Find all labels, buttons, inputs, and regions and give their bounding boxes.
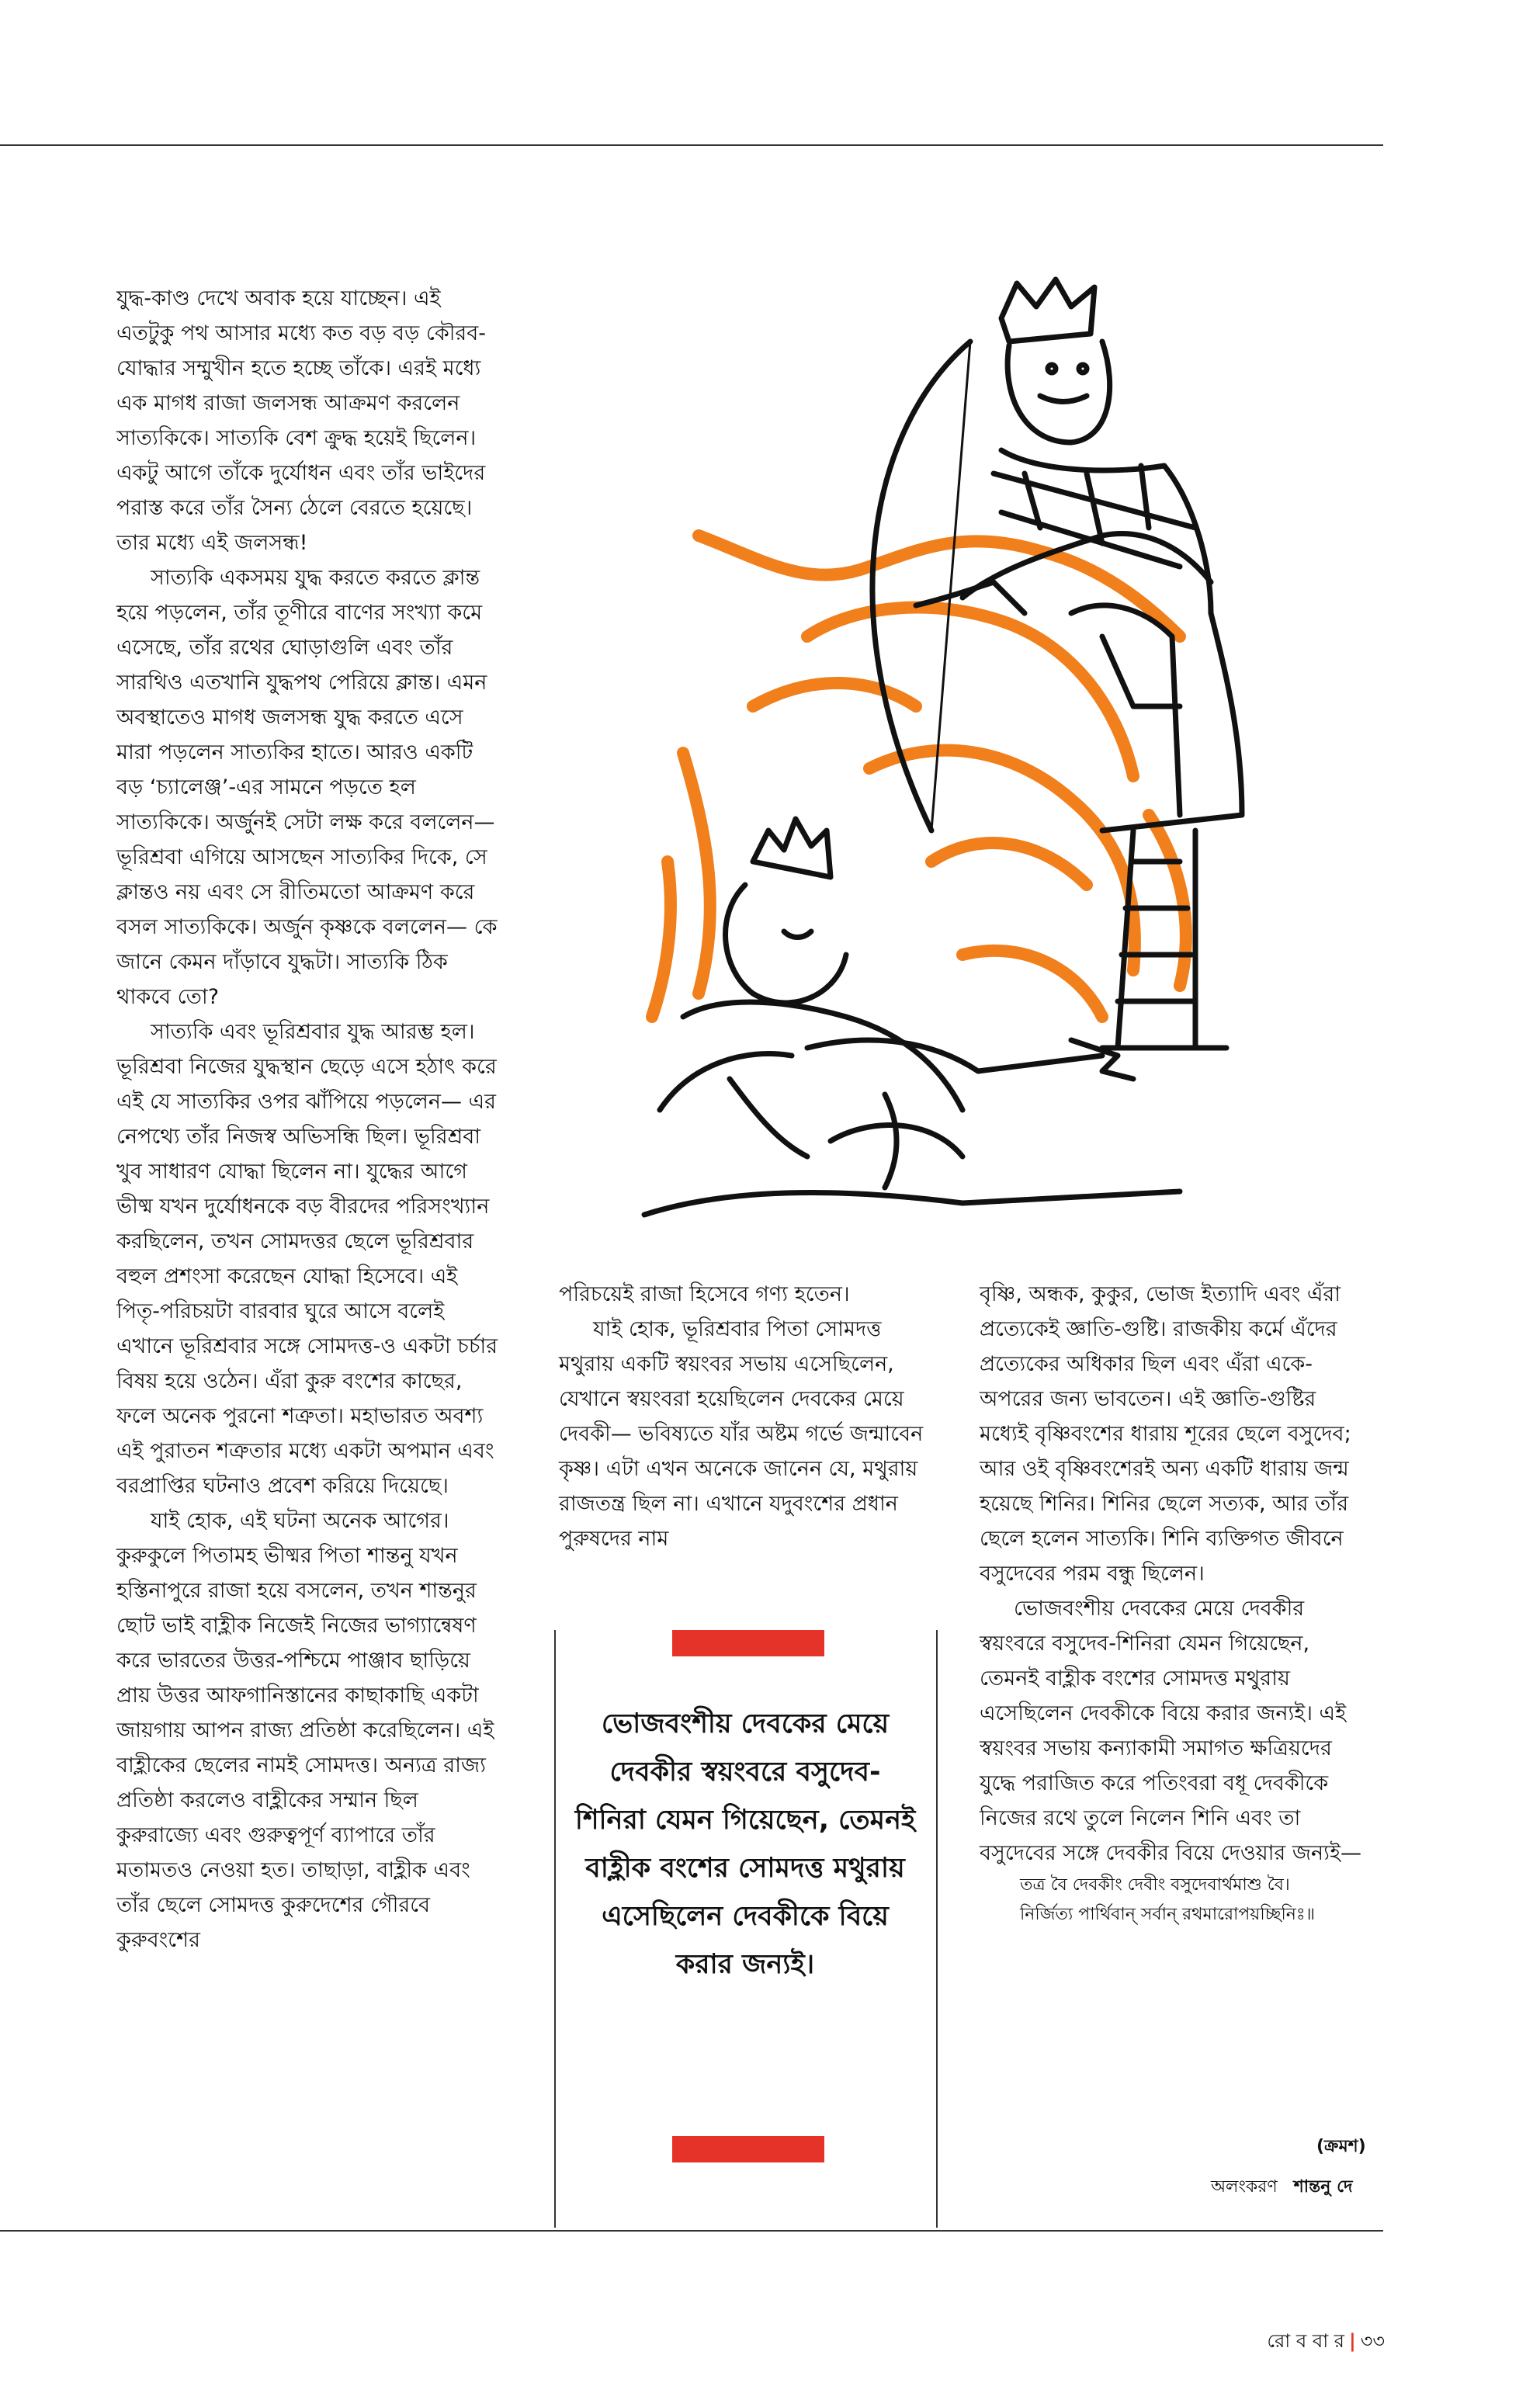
- illustration-credit: [1211, 2173, 1353, 2202]
- illustration-warriors: [636, 272, 1304, 1226]
- top-rule: [0, 144, 1383, 146]
- credit-name: শান্তনু দে: [1293, 2177, 1353, 2197]
- credit-label: অলংকরণ: [1211, 2177, 1278, 2197]
- paragraph: যুদ্ধ-কাণ্ড দেখে অবাক হয়ে যাচ্ছেন। এই এতটুকু পথ আসার মধ্যে কত বড় বড় কৌরব-যোদ্ধার সম্মুখীন হতে হচ্ছে তাঁকে। এরই মধ্যে এক মাগধ রাজা জলসন্ধ আক্রমণ করলেন সাত্যকিকে। সাত্যকি বেশ ক্রুদ্ধ হয়েই ছিলেন। একটু আগে তাঁকে দুর্যোধন এবং তাঁর ভাইদের পরাস্ত করে তাঁর সৈন্য ঠেলে বেরতে হয়েছে। তার মধ্যে এই জলসন্ধ!: [116, 286, 487, 555]
- paragraph: পরিচয়েই রাজা হিসেবে গণ্য হতেন।: [559, 1282, 850, 1306]
- column-divider-left: [554, 1630, 556, 2228]
- paragraph: যাই হোক, এই ঘটনা অনেক আগের। কুরুকুলে পিতামহ ভীষ্মর পিতা শান্তনু যখন হস্তিনাপুরে রাজা হয়ে বসলেন, তখন শান্তনুর ছোট ভাই বাহ্লীক নিজেই নিজের ভাগ্যান্বেষণ করে ভারতের উত্তর-পশ্চিমে পাঞ্জাব ছাড়িয়ে প্রায় উত্তর আফগানিস্তানের কাছাকাছি একটা জায়গায় আপন রাজ্য প্রতিষ্ঠা করেছিলেন। এই বাহ্লীকের ছেলের নামই সোমদত্ত। অন্যত্র রাজ্য প্রতিষ্ঠা করলেও বাহ্লীকের সম্মান ছিল কুরুরাজ্যে এবং গুরুত্বপূর্ণ ব্যাপারে তাঁর মতামতও নেওয়া হত। তাছাড়া, বাহ্লীক এবং তাঁর ছেলে সোমদত্ত কুরুদেশের গৌরবে কুরুবংশের: [116, 1509, 494, 1952]
- page-footer: [1267, 2327, 1385, 2358]
- column-3: [980, 1277, 1364, 1930]
- paragraph: সাত্যকি এবং ভূরিশ্রবার যুদ্ধ আরম্ভ হল। ভূরিশ্রবা নিজের যুদ্ধস্থান ছেড়ে এসে হঠাৎ করে এই যে সাত্যকির ওপর ঝাঁপিয়ে পড়লেন— এর নেপথ্যে তাঁর নিজস্ব অভিসন্ধি ছিল। ভূরিশ্রবা খুব সাধারণ যোদ্ধা ছিলেন না। যুদ্ধের আগে ভীষ্ম যখন দুর্যোধনকে বড় বীরদের পরিসংখ্যান করছিলেন, তখন সোমদত্তর ছেলে ভূরিশ্রবার বহুল প্রশংসা করেছেন যোদ্ধা হিসেবে। এই পিতৃ-পরিচয়টা বারবার ঘুরে আসে বলেই এখানে ভূরিশ্রবার সঙ্গে সোমদত্ত-ও একটা চর্চার বিষয় হয়ে ওঠেন। এঁরা কুরু বংশের কাছের, ফলে অনেক পুরনো শত্রুতা। মহাভারত অবশ্য এই পুরাতন শত্রুতার মধ্যে একটা অপমান এবং বরপ্রাপ্তির ঘটনাও প্রবেশ করিয়ে দিয়েছে।: [116, 1020, 498, 1498]
- paragraph: ভোজবংশীয় দেবকের মেয়ে দেবকীর স্বয়ংবরে বসুদেব-শিনিরা যেমন গিয়েছেন, তেমনই বাহ্লীক বংশের সোমদত্ত মথুরায় এসেছিলেন দেবকীকে বিয়ে করার জন্যই। এই স্বয়ংবর সভায় কন্যাকামী সমাগত ক্ষত্রিয়দের যুদ্ধে পরাজিত করে পতিংবরা বধূ দেবকীকে নিজের রথে তুলে নিলেন শিনি এবং তা বসুদেবের সঙ্গে দেবকীর বিয়ে দেওয়ার জন্যই—: [980, 1597, 1362, 1865]
- column-2: [559, 1277, 924, 1556]
- page-number: ৩৩: [1360, 2330, 1385, 2352]
- continued-label: (ক্রমশ): [1316, 2137, 1366, 2156]
- magazine-name: রো ব বা র: [1267, 2330, 1345, 2352]
- column-1: [116, 281, 505, 1958]
- pullquote-top-bar: [672, 1630, 824, 1656]
- paragraph: বৃষ্ণি, অন্ধক, কুকুর, ভোজ ইত্যাদি এবং এঁরা প্রত্যেকেই জ্ঞাতি-গুষ্টি। রাজকীয় কর্মে এঁদের প্রত্যেকের অধিকার ছিল এবং এঁরা একে-অপরের জন্য ভাবতেন। এই জ্ঞাতি-গুষ্টির মধ্যেই বৃষ্ণিবংশের ধারায় শূরের ছেলে বসুদেব; আর ওই বৃষ্ণিবংশেরই অন্য একটি ধারায় জন্ম হয়েছে শিনির। শিনির ছেলে সত্যক, আর তাঁর ছেলে হলেন সাত্যকি। শিনি ব্যক্তিগত জীবনে বসুদেবের পরম বন্ধু ছিলেন।: [980, 1282, 1351, 1586]
- verse-line: তত্র বৈ দেবকীং দেবীং বসুদেবার্থমাশু বৈ।: [1020, 1875, 1290, 1895]
- pullquote: ভোজবংশীয় দেবকের মেয়ে দেবকীর স্বয়ংবরে বসুদেব-শিনিরা যেমন গিয়েছেন, তেমনই বাহ্লীক বংশের সোমদত্ত মথুরায় এসেছিলেন দেবকীকে বিয়ে করার জন্যই।: [574, 1708, 916, 1980]
- paragraph: যাই হোক, ভূরিশ্রবার পিতা সোমদত্ত মথুরায় একটি স্বয়ংবর সভায় এসেছিলেন, যেখানে স্বয়ংবরা হয়েছিলেন দেবকের মেয়ে দেবকী— ভবিষ্যতে যাঁর অষ্টম গর্ভে জন্মাবেন কৃষ্ণ। এটা এখন অনেকে জানেন যে, মথুরায় রাজতন্ত্র ছিল না। এখানে যদুবংশের প্রধান পুরুষদের নাম: [559, 1317, 924, 1551]
- pullquote-bottom-bar: [672, 2136, 824, 2162]
- bottom-rule: [0, 2230, 1383, 2232]
- sanskrit-verse: [980, 1871, 1364, 1930]
- footer-separator: |: [1349, 2330, 1356, 2352]
- verse-line: নির্জিত্য পার্থিবান্ সর্বান্ রথমারোপয়চ্ছিনিঃ॥: [1020, 1905, 1316, 1924]
- column-divider-right: [936, 1630, 938, 2228]
- paragraph: সাত্যকি একসময় যুদ্ধ করতে করতে ক্লান্ত হয়ে পড়লেন, তাঁর তূণীরে বাণের সংখ্যা কমে এসেছে, তাঁর রথের ঘোড়াগুলি এবং তাঁর সারথিও এতখানি যুদ্ধপথ পেরিয়ে ক্লান্ত। এমন অবস্থাতেও মাগধ জলসন্ধ যুদ্ধ করতে এসে মারা পড়লেন সাত্যকির হাতে। আরও একটি বড় ‘চ্যালেঞ্জ’-এর সামনে পড়তে হল সাত্যকিকে। অর্জুনই সেটা লক্ষ করে বললেন— ভূরিশ্রবা এগিয়ে আসছেন সাত্যকির দিকে, সে ক্লান্তও নয় এবং সে রীতিমতো আক্রমণ করে বসল সাত্যকিকে। অর্জুন কৃষ্ণকে বললেন— কে জানে কেমন দাঁড়াবে যুদ্ধটা। সাত্যকি ঠিক থাকবে তো?: [116, 566, 498, 1009]
